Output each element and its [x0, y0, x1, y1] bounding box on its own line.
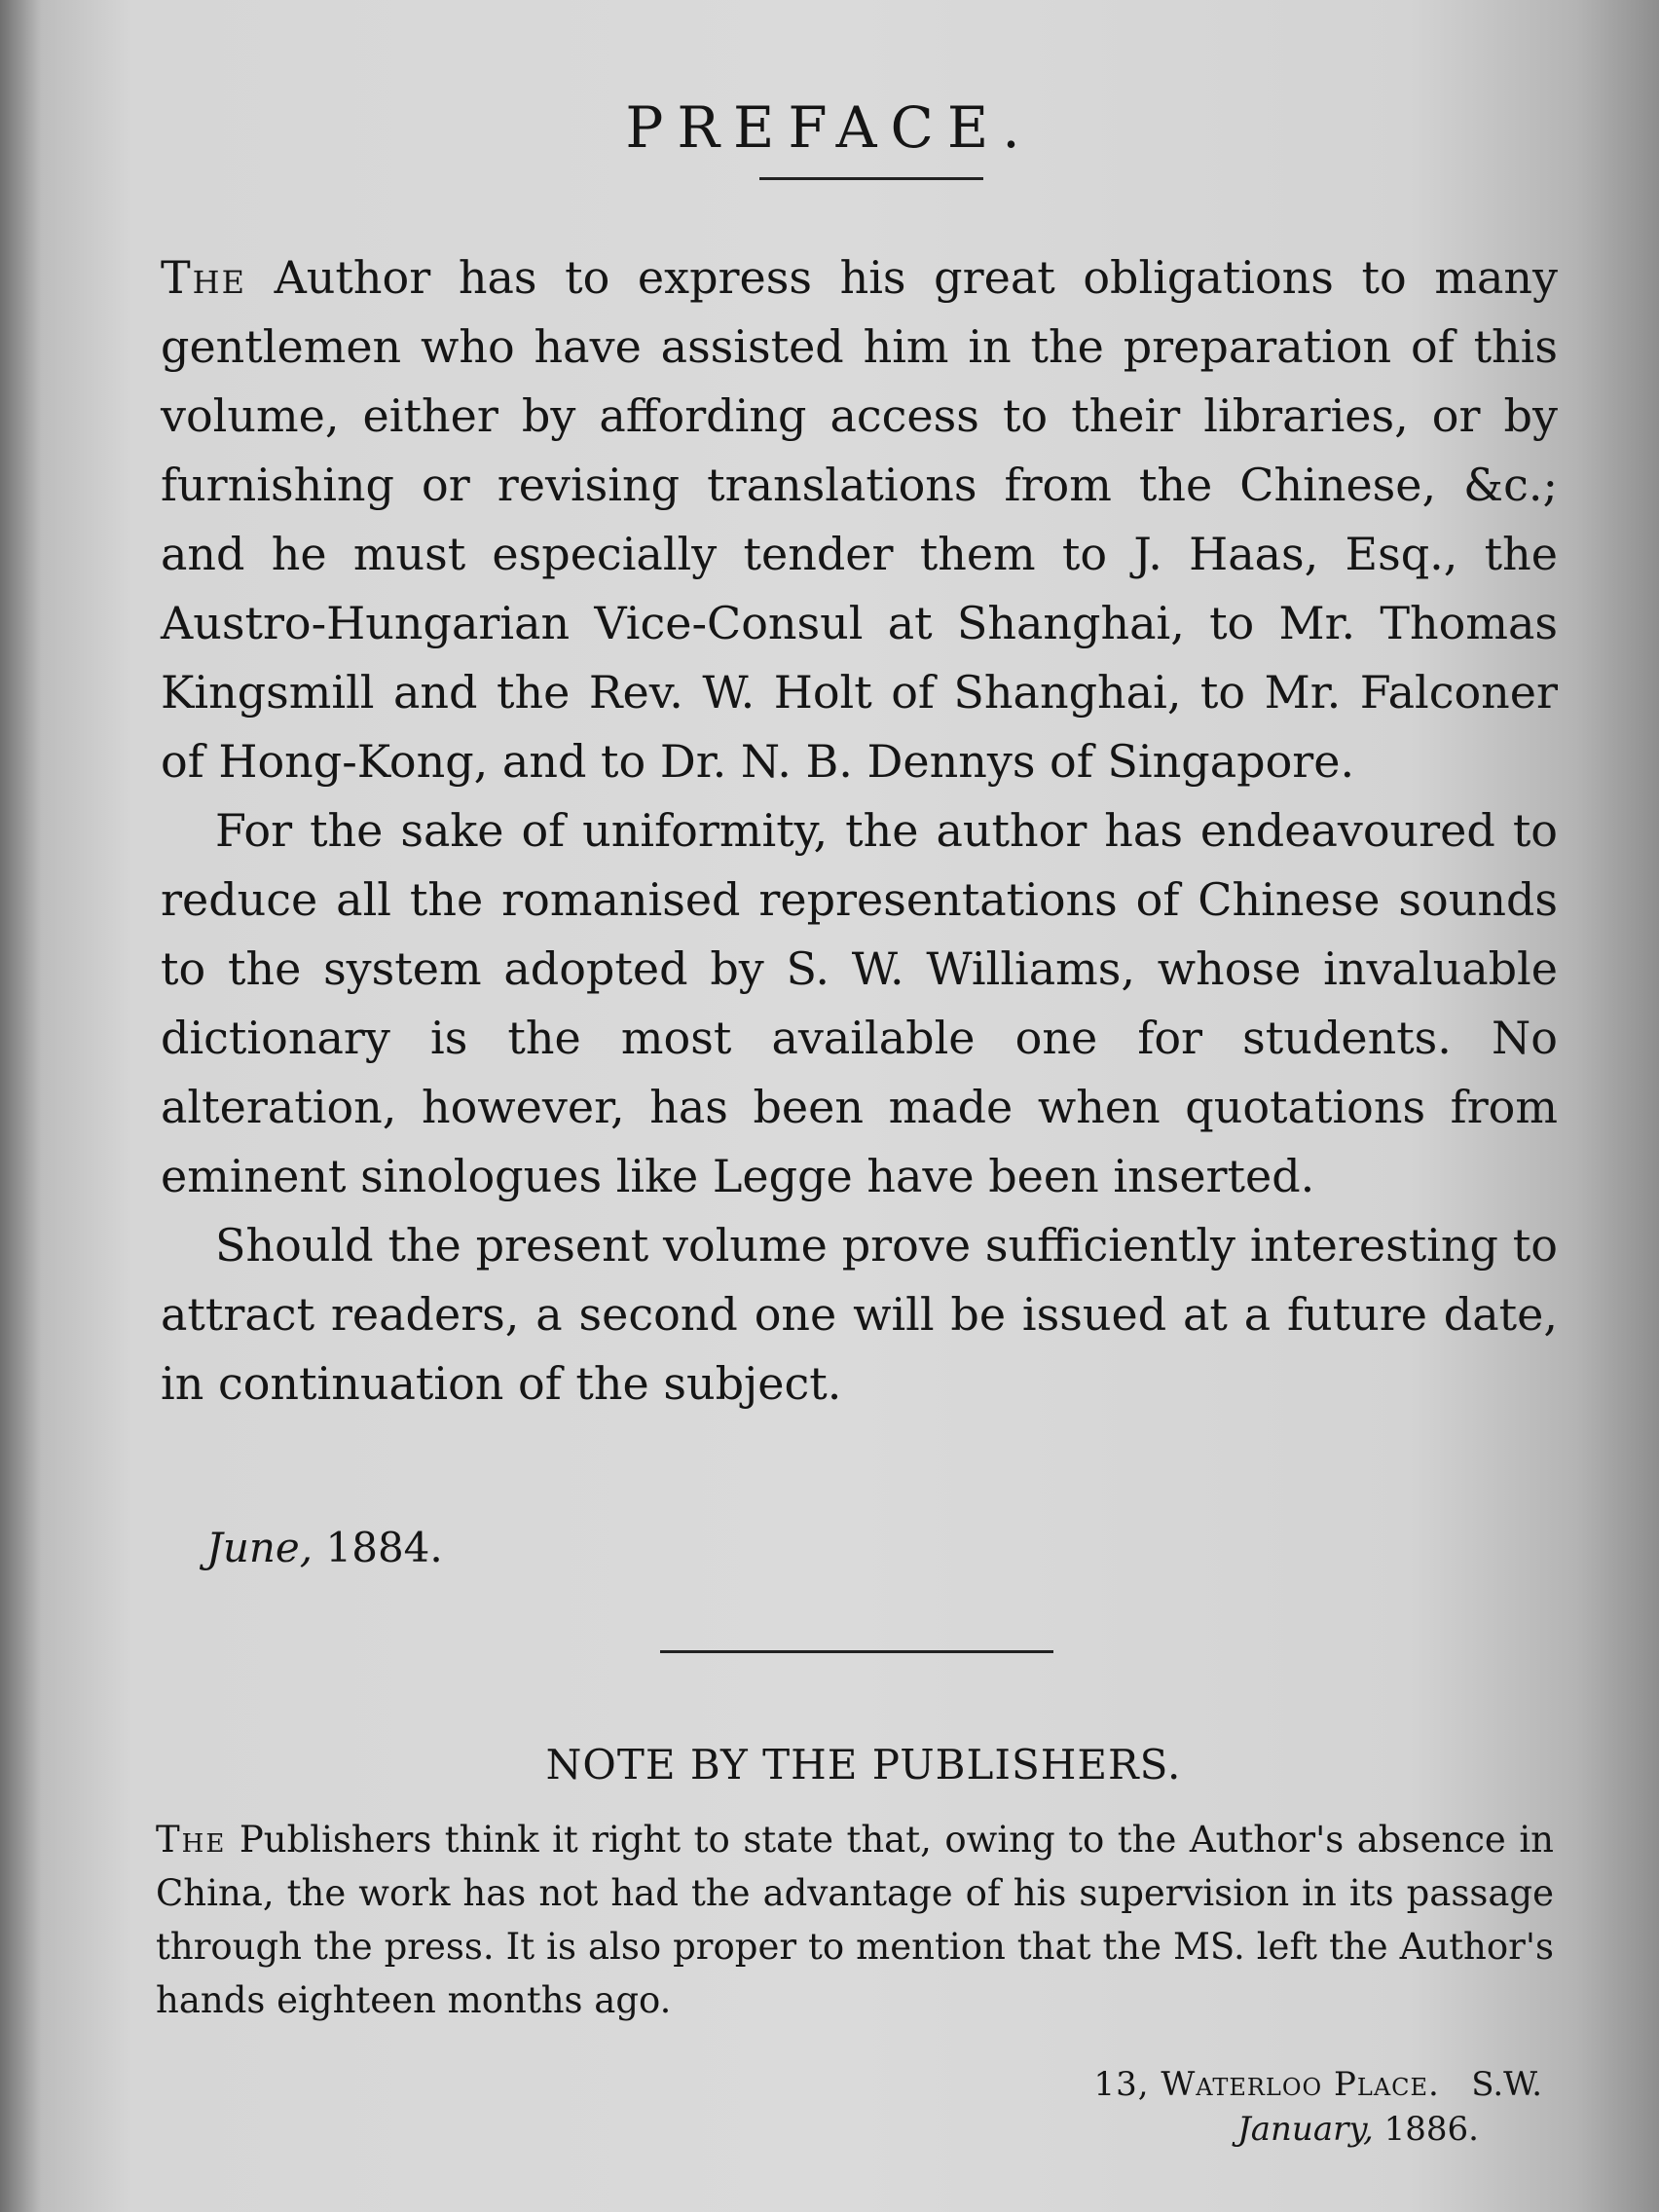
date-month: June,: [206, 1524, 313, 1571]
date-month: January,: [1237, 2110, 1374, 2149]
note-paragraph: [156, 1813, 1554, 2027]
paragraph-lead-word: The: [156, 1819, 227, 1861]
section-divider: [660, 1650, 1053, 1653]
address-suffix: S.W.: [1471, 2065, 1542, 2104]
preface-paragraph-3: Should the present volume prove sufficiently interesting to attract readers, a second one will be issued at a future date, in continuation of the subject.: [161, 1219, 1558, 1410]
note-heading: NOTE BY THE PUBLISHERS.: [545, 1741, 1182, 1788]
title-divider: [759, 177, 983, 180]
publisher-signature: [1093, 2062, 1542, 2152]
preface-body: [161, 243, 1558, 1419]
publisher-date: [1093, 2107, 1479, 2152]
page-title: PREFACE.: [625, 93, 1034, 161]
preface-paragraph-2: For the sake of uniformity, the author has endeavoured to reduce all the romanised representations of Chinese sounds to the system adopted by S. W. Williams, whose invaluable dictionary is the most available one for students. No alteration, however, has been made when quotations from eminent sinologues like Legge have been inserted.: [161, 804, 1558, 1202]
publisher-address: [1093, 2062, 1542, 2107]
date-year: 1886.: [1383, 2110, 1479, 2149]
paragraph-lead-word: The: [161, 251, 246, 304]
date-year: 1884.: [325, 1524, 443, 1571]
paragraph-text: Publishers think it right to state that, owing to the Author's absence in China, the work has not had the advantage of his supervision in its passage through the press. It is also proper to mention that the MS. left the Author's hands eighteen months ago.: [156, 1819, 1554, 2021]
address-line: 13, Waterloo Place.: [1093, 2065, 1440, 2104]
preface-date: [206, 1524, 443, 1571]
paragraph-text: Author has to express his great obligations to many gentlemen who have assisted him in the preparation of this volume, either by affording access to their libraries, or by furnishing or revising translations from the Chinese, &c.; and he must especially tender them to J. Haas, Esq., the Austro-Hungarian Vice-Consul at Shanghai, to Mr. Thomas Kingsmill and the Rev. W. Holt of Shanghai, to Mr. Falconer of Hong-Kong, and to Dr. N. B. Dennys of Singapore.: [161, 251, 1558, 788]
preface-paragraph-1: [161, 243, 1558, 796]
